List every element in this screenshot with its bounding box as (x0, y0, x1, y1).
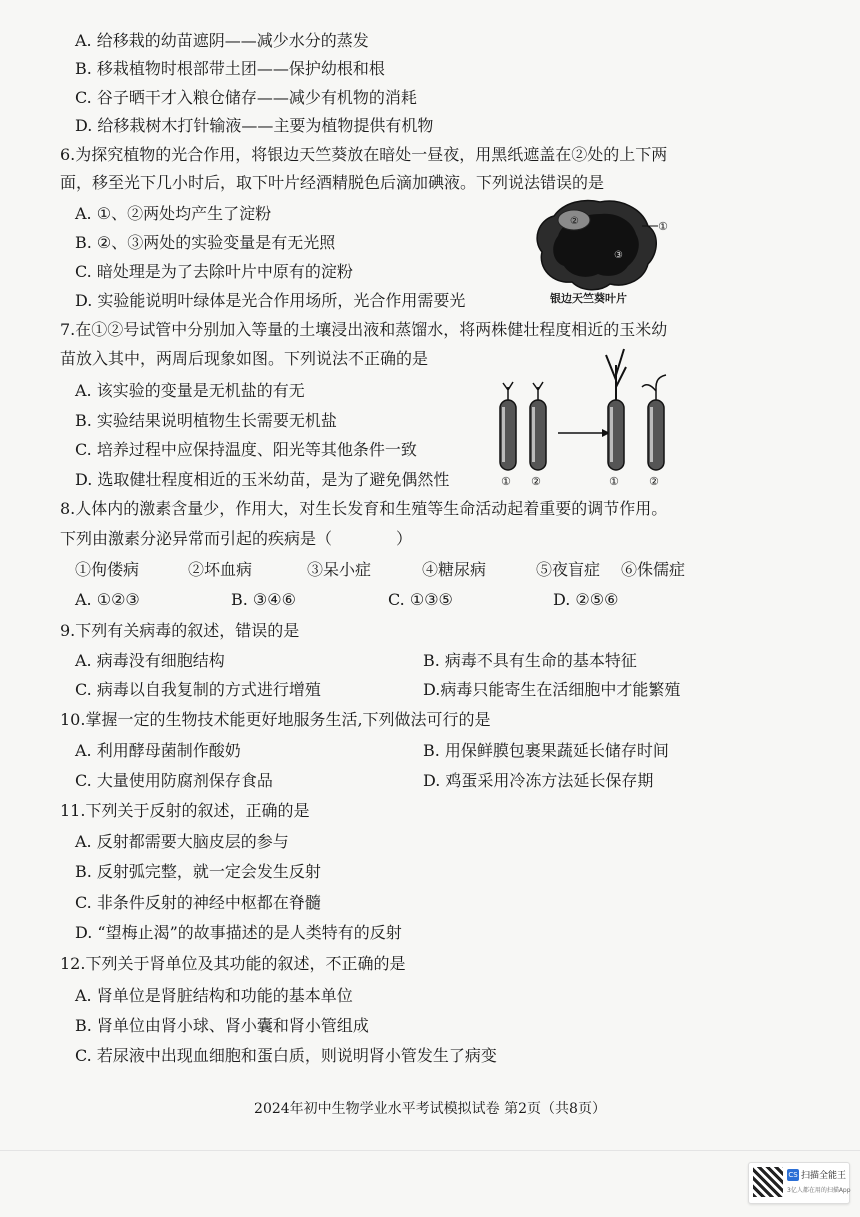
tube-before-2 (530, 382, 546, 470)
q7-stem-line2: 苗放入其中，两周后现象如图。下列说法不正确的是 (60, 349, 429, 368)
qr-code-icon (753, 1167, 783, 1197)
q8-item-5: ⑤夜盲症 (536, 560, 601, 579)
q10-option-c: C. 大量使用防腐剂保存食品 (75, 771, 273, 790)
q8-item-3: ③呆小症 (307, 560, 372, 579)
q7-option-c: C. 培养过程中应保持温度、阳光等其他条件一致 (75, 440, 417, 459)
camscanner-logo-icon: CS (788, 1171, 798, 1179)
leaf-label-1: ① (658, 220, 668, 233)
q8-option-b: B. ③④⑥ (231, 590, 296, 609)
leaf-label-2: ② (570, 216, 579, 227)
q8-item-2: ②坏血病 (188, 560, 253, 579)
q8-stem-line2: 下列由激素分泌异常而引起的疾病是（ ） (60, 529, 413, 548)
page-footer: 2024年初中生物学业水平考试模拟试卷 第2页（共8页） (254, 1101, 606, 1117)
q11-option-b: B. 反射弧完整，就一定会发生反射 (75, 862, 321, 881)
q8-option-d: D. ②⑤⑥ (553, 590, 619, 609)
scanner-app-name: 扫描全能王 (801, 1171, 847, 1181)
tube-label-4: ② (649, 475, 659, 488)
q7-option-d: D. 选取健壮程度相近的玉米幼苗，是为了避免偶然性 (75, 470, 450, 489)
q6-option-d: D. 实验能说明叶绿体是光合作用场所，光合作用需要光 (75, 291, 466, 310)
scanner-tagline: 3亿人都在用的扫描App (787, 1187, 851, 1194)
page-divider (0, 1150, 860, 1151)
q7-stem-line1: 7.在①②号试管中分别加入等量的土壤浸出液和蒸馏水，将两株健壮程度相近的玉米幼 (60, 320, 668, 339)
tube-before-1 (500, 382, 516, 470)
tube-label-3: ① (609, 475, 619, 488)
q8-item-6: ⑥侏儒症 (621, 560, 686, 579)
q11-option-a: A. 反射都需要大脑皮层的参与 (75, 832, 289, 851)
q8-option-c: C. ①③⑤ (388, 590, 453, 609)
tube-after-2 (642, 375, 666, 470)
q5-option-c: C. 谷子晒干才入粮仓储存——减少有机物的消耗 (75, 88, 417, 107)
q8-stem-line1: 8.人体内的激素含量少，作用大，对生长发育和生殖等生命活动起着重要的调节作用。 (60, 499, 668, 518)
q5-option-b: B. 移栽植物时根部带土团——保护幼根和根 (75, 59, 385, 78)
leaf-label-3: ③ (614, 250, 623, 261)
q8-options (0, 589, 860, 611)
q10-option-a: A. 利用酵母菌制作酸奶 (75, 741, 241, 760)
scanner-badge (748, 1162, 850, 1204)
q10-option-d: D. 鸡蛋采用冷冻方法延长保存期 (423, 771, 654, 790)
tube-after-1 (606, 349, 626, 470)
q6-stem-line1: 6.为探究植物的光合作用，将银边天竺葵放在暗处一昼夜，用黑纸遮盖在②处的上下两 (60, 145, 668, 164)
test-tube-figure (490, 345, 690, 490)
q9-stem: 9.下列有关病毒的叙述，错误的是 (60, 621, 300, 640)
q6-stem-line2: 面，移至光下几小时后，取下叶片经酒精脱色后滴加碘液。下列说法错误的是 (60, 173, 605, 192)
q8-item-4: ④糖尿病 (422, 560, 487, 579)
q9-option-a: A. 病毒没有细胞结构 (75, 651, 225, 670)
q11-stem: 11.下列关于反射的叙述，正确的是 (60, 801, 310, 820)
q9-option-d: D.病毒只能寄生在活细胞中才能繁殖 (423, 680, 681, 699)
q9-option-b: B. 病毒不具有生命的基本特征 (423, 651, 637, 670)
q7-option-a: A. 该实验的变量是无机盐的有无 (75, 381, 305, 400)
q11-option-c: C. 非条件反射的神经中枢都在脊髓 (75, 893, 321, 912)
q6-option-a: A. ①、②两处均产生了淀粉 (75, 204, 272, 223)
q10-option-b: B. 用保鲜膜包裹果蔬延长储存时间 (423, 741, 669, 760)
q12-option-c: C. 若尿液中出现血细胞和蛋白质，则说明肾小管发生了病变 (75, 1046, 497, 1065)
tube-label-2: ② (531, 475, 541, 488)
q8-option-a: A. ①②③ (75, 590, 140, 609)
q11-option-d: D. “望梅止渴”的故事描述的是人类特有的反射 (75, 923, 402, 942)
arrow (558, 429, 610, 437)
tube-label-1: ① (501, 475, 511, 488)
q12-option-a: A. 肾单位是肾脏结构和功能的基本单位 (75, 986, 353, 1005)
q12-option-b: B. 肾单位由肾小球、肾小囊和肾小管组成 (75, 1016, 369, 1035)
q8-item-list (0, 559, 860, 581)
geranium-leaf-figure (530, 196, 670, 296)
q9-option-c: C. 病毒以自我复制的方式进行增殖 (75, 680, 321, 699)
q8-item-1: ①佝偻病 (75, 560, 140, 579)
q6-option-b: B. ②、③两处的实验变量是有无光照 (75, 233, 336, 252)
q10-stem: 10.掌握一定的生物技术能更好地服务生活,下列做法可行的是 (60, 710, 491, 729)
q5-option-a: A. 给移栽的幼苗遮阴——减少水分的蒸发 (75, 31, 369, 50)
q7-option-b: B. 实验结果说明植物生长需要无机盐 (75, 411, 337, 430)
q6-option-c: C. 暗处理是为了去除叶片中原有的淀粉 (75, 262, 353, 281)
q5-option-d: D. 给移栽树木打针输液——主要为植物提供有机物 (75, 116, 434, 135)
figure-caption-leaf: 银边天竺葵叶片 (550, 292, 627, 305)
q12-stem: 12.下列关于肾单位及其功能的叙述，不正确的是 (60, 954, 406, 973)
